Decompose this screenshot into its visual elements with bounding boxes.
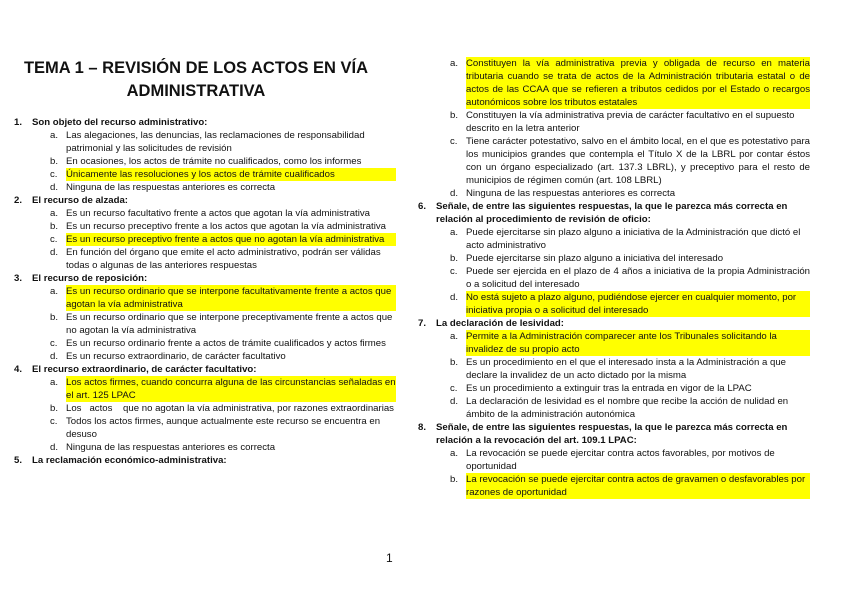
option-text: Es un recurso extraordinario, de carácter facultativo — [66, 351, 286, 362]
question-text: La declaración de lesividad: — [436, 318, 564, 329]
option-text: Es un procedimiento a extinguir tras la entrada en vigor de la LPAC — [466, 383, 752, 394]
option-letter: a. — [450, 448, 459, 459]
option-text: La revocación se puede ejercitar contra actos favorables, por motivos de oportunidad — [466, 448, 775, 472]
question-number: 1. — [14, 117, 23, 128]
option-text: Tiene carácter potestativo, salvo en el ámbito local, en el que es potestativo para los municipios grandes que contempla el Título X de la LBRL por contar éstos con un órgano especializado (art. 137.3 LBRL), y preceptivo para el resto de municipios de régimen común (art. 108 LBRL) — [466, 136, 810, 186]
question-text: El recurso de alzada: — [32, 195, 128, 206]
option-3a-highlighted — [14, 285, 396, 311]
option-letter: b. — [450, 253, 459, 264]
option-6c — [418, 265, 810, 291]
option-text: Es un recurso facultativo frente a actos que agotan la vía administrativa — [66, 208, 370, 219]
option-letter: c. — [50, 234, 58, 245]
option-letter: b. — [450, 474, 459, 485]
option-8b-highlighted — [418, 473, 810, 499]
option-6a — [418, 226, 810, 252]
option-text: Permite a la Administración comparecer ante los Tribunales solicitando la invalidez de su propio acto — [466, 330, 810, 356]
option-text: Puede ejercitarse sin plazo alguno a iniciativa del interesado — [466, 253, 724, 264]
option-7c — [418, 382, 810, 395]
question-8 — [418, 421, 810, 447]
option-4a-highlighted — [14, 376, 396, 402]
option-text: La declaración de lesividad es el nombre que recibe la acción de nulidad en ámbito de la administración autonómica — [466, 396, 789, 420]
option-text: Todos los actos firmes, aunque actualmente este recurso se encuentra en desuso — [66, 416, 381, 440]
option-text: Ninguna de las respuestas anteriores es correcta — [66, 182, 276, 193]
option-letter: a. — [50, 286, 59, 297]
question-7 — [418, 317, 810, 330]
question-text: La reclamación económico-administrativa: — [32, 455, 227, 466]
option-6d-highlighted — [418, 291, 810, 317]
option-text: Puede ser ejercida en el plazo de 4 años a iniciativa de la propia Administración o a solicitud del interesado — [466, 266, 810, 290]
option-text: Es un procedimiento en el que el interesado insta a la Administración a que declare la invalidez de un acto dictado por la misma — [466, 357, 786, 381]
option-letter: d. — [450, 188, 459, 199]
question-text: Señale, de entre las siguientes respuestas, la que le parezca más correcta en relación al procedimiento de revisión de oficio: — [436, 201, 788, 225]
option-text: En función del órgano que emite el acto administrativo, podrán ser válidas todas o algunas de las anteriores respuestas — [66, 247, 381, 271]
option-5d — [418, 187, 810, 200]
question-number: 8. — [418, 422, 427, 433]
option-6b — [418, 252, 810, 265]
option-3c — [14, 337, 396, 350]
question-5 — [14, 454, 396, 467]
option-2b — [14, 220, 396, 233]
option-2c-highlighted — [14, 233, 396, 246]
option-text: Puede ejercitarse sin plazo alguno a iniciativa de la Administración que dictó el acto administrativo — [466, 227, 801, 251]
option-letter: d. — [50, 351, 59, 362]
option-letter: a. — [50, 377, 59, 388]
option-7b — [418, 356, 810, 382]
option-text: Ninguna de las respuestas anteriores es correcta — [466, 188, 676, 199]
question-text: El recurso de reposición: — [32, 273, 148, 284]
question-1 — [14, 116, 396, 129]
option-7d — [418, 395, 810, 421]
option-text: La revocación se puede ejercitar contra actos de gravamen o desfavorables por razones de oportunidad — [466, 473, 810, 499]
option-text: Es un recurso ordinario que se interpone preceptivamente frente a actos que no agotan la vía administrativa — [66, 312, 393, 336]
option-2d — [14, 246, 396, 272]
option-8a — [418, 447, 810, 473]
question-number: 5. — [14, 455, 23, 466]
option-letter: b. — [450, 110, 459, 121]
option-letter: b. — [50, 403, 59, 414]
option-1d — [14, 181, 396, 194]
option-letter: d. — [50, 182, 59, 193]
option-text: No está sujeto a plazo alguno, pudiéndose ejercer en cualquier momento, por iniciativa propia o a solicitud del interesado — [466, 291, 810, 317]
option-letter: b. — [50, 221, 59, 232]
option-text: Ninguna de las respuestas anteriores es correcta — [66, 442, 276, 453]
option-letter: a. — [450, 58, 459, 69]
page-number: 1 — [386, 551, 393, 565]
option-text: En ocasiones, los actos de trámite no cualificados, como los informes — [66, 156, 362, 167]
question-6 — [418, 200, 810, 226]
option-3b — [14, 311, 396, 337]
option-letter: a. — [450, 331, 459, 342]
document-title: TEMA 1 – REVISIÓN DE LOS ACTOS EN VÍA ADMINISTRATIVA — [23, 59, 369, 100]
option-letter: c. — [450, 383, 458, 394]
option-4b — [14, 402, 396, 415]
option-letter: a. — [50, 130, 59, 141]
option-text: Es un recurso preceptivo frente a los actos que agotan la vía administrativa — [66, 221, 386, 232]
option-letter: a. — [450, 227, 459, 238]
option-5c — [418, 135, 810, 187]
option-1b — [14, 155, 396, 168]
question-text: El recurso extraordinario, de carácter facultativo: — [32, 364, 257, 375]
question-3 — [14, 272, 396, 285]
option-letter: b. — [50, 312, 59, 323]
option-3d — [14, 350, 396, 363]
option-text: Constituyen la vía administrativa previa y obligada de recurso en materia tributaria cuando se trata de actos de la Administración tributaria estatal o de actos de las CCAA que se refieren a tributos cedidos por el Estado o recargos autonómicos sobre los tributos estatales — [466, 58, 810, 108]
question-number: 2. — [14, 195, 23, 206]
option-5b — [418, 109, 810, 135]
option-text: Únicamente las resoluciones y los actos de trámite cualificados — [66, 168, 396, 181]
question-number: 6. — [418, 201, 427, 212]
option-text: Los actos firmes, cuando concurra alguna de las circunstancias señaladas en el art. 125 LPAC — [66, 377, 396, 401]
option-1c-highlighted — [14, 168, 396, 181]
question-text: Señale, de entre las siguientes respuestas, la que le parezca más correcta en relación a la revocación del art. 109.1 LPAC: — [436, 422, 788, 446]
option-text: Es un recurso preceptivo frente a actos que no agotan la vía administrativa — [66, 233, 396, 246]
option-letter: b. — [50, 156, 59, 167]
option-text: Es un recurso ordinario que se interpone facultativamente frente a actos que agotan la vía administrativa — [66, 285, 396, 311]
question-number: 4. — [14, 364, 23, 375]
option-letter: d. — [50, 247, 59, 258]
option-text: Los actos que no agotan la vía administrativa, por razones extraordinarias — [66, 403, 394, 414]
option-7a-highlighted — [418, 330, 810, 356]
question-2 — [14, 194, 396, 207]
option-letter: d. — [50, 442, 59, 453]
option-letter: c. — [50, 338, 58, 349]
option-letter: a. — [50, 208, 59, 219]
option-text: Es un recurso ordinario frente a actos de trámite cualificados y actos firmes — [66, 338, 386, 349]
option-letter: d. — [450, 396, 459, 407]
option-text: Constituyen la vía administrativa previa de carácter facultativo en el supuesto descrito en la letra anterior — [466, 110, 795, 134]
question-number: 3. — [14, 273, 23, 284]
option-text: Las alegaciones, las denuncias, las reclamaciones de responsabilidad patrimonial y las solicitudes de revisión — [66, 130, 365, 154]
option-letter: c. — [450, 136, 458, 147]
option-letter: b. — [450, 357, 459, 368]
option-letter: d. — [450, 292, 459, 303]
question-4 — [14, 363, 396, 376]
option-letter: c. — [50, 169, 58, 180]
option-letter: c. — [50, 416, 58, 427]
question-text: Son objeto del recurso administrativo: — [32, 117, 208, 128]
option-5a-highlighted — [418, 57, 810, 109]
option-1a — [14, 129, 396, 155]
option-letter: c. — [450, 266, 458, 277]
option-4d — [14, 441, 396, 454]
option-4c — [14, 415, 396, 441]
option-2a — [14, 207, 396, 220]
question-number: 7. — [418, 318, 427, 329]
